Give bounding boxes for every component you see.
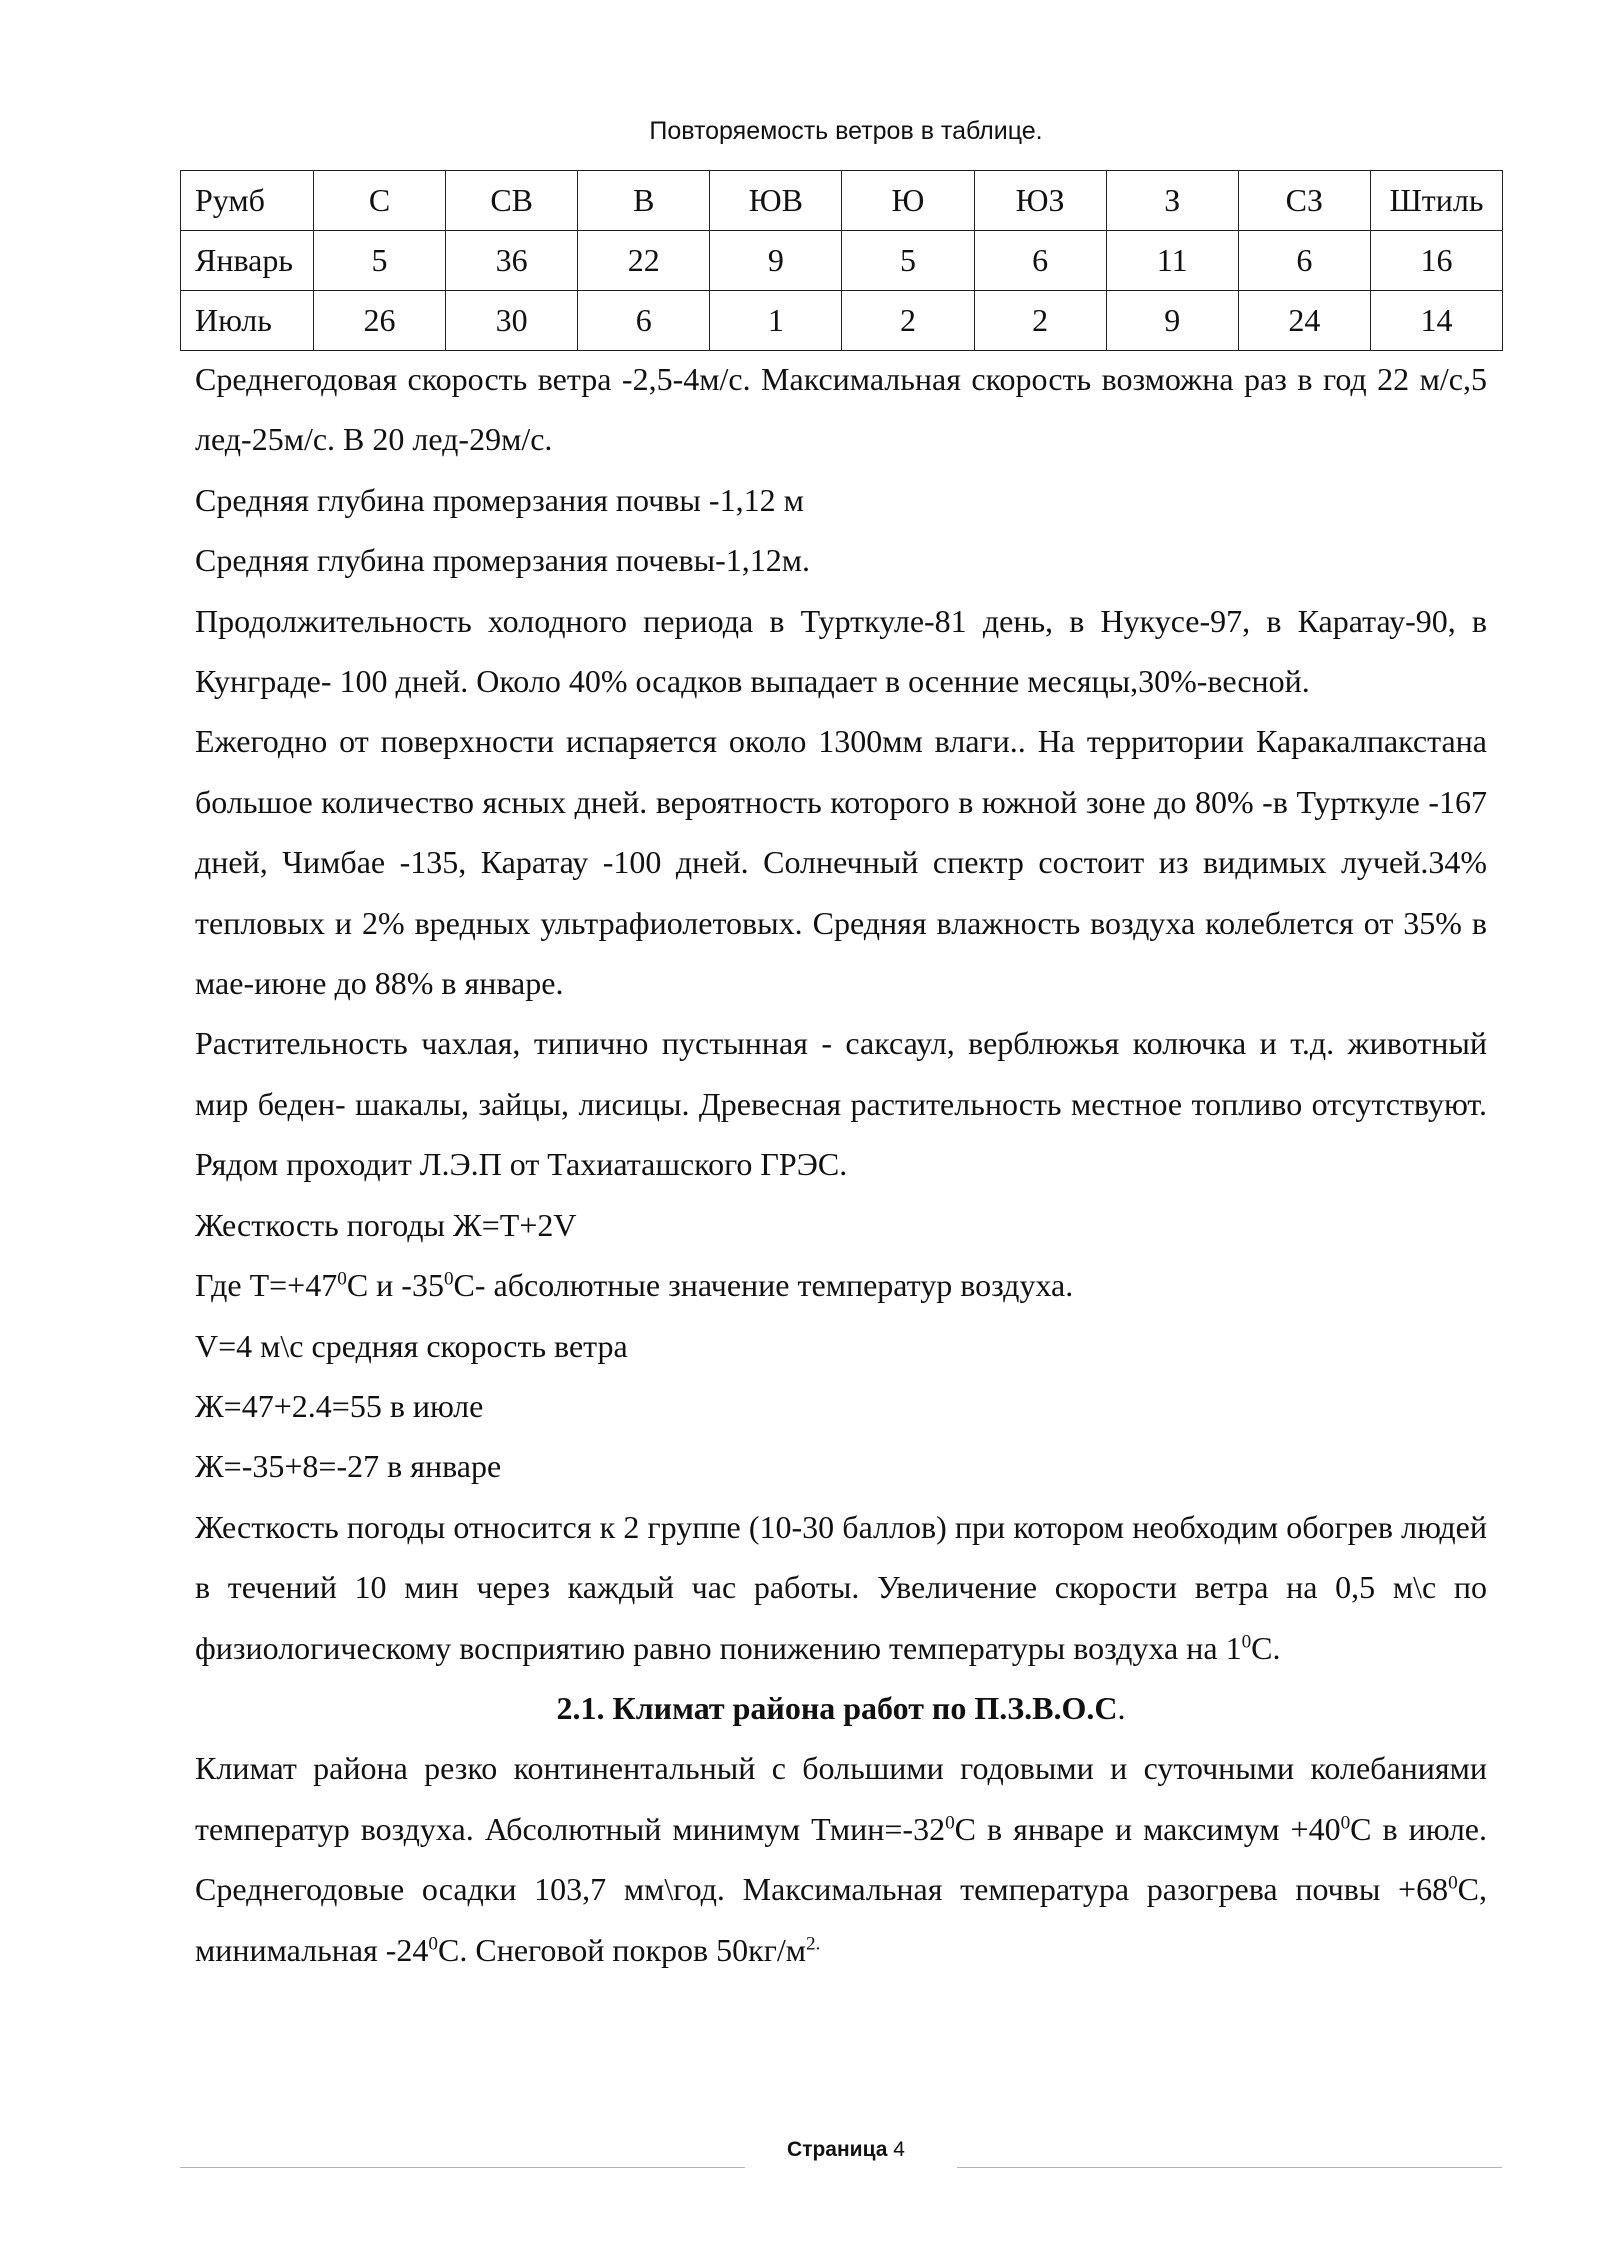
- table-cell: 14: [1370, 291, 1502, 351]
- paragraph-july-calc: Ж=47+2.4=55 в июле: [195, 1387, 484, 1424]
- table-header-cell: С: [314, 171, 446, 231]
- table-cell: 5: [842, 231, 974, 291]
- paragraph-evaporation: Ежегодно от поверхности испаряется около 1300мм влаги.. На территории Каракалпакстана большое количество ясных дней. вероятность которого в южной зоне до 80% -в Турткуле -167 дней, Чимбае -135, Каратау -100 дней. Солнечный спектр состоит из видимых лучей.34% тепловых и 2% вредных ультрафиолетовых. Средняя влажность воздуха колеблется от 35% в мае-июне до 88% в январе.: [195, 723, 1487, 1002]
- table-cell: 30: [446, 291, 578, 351]
- text-run: С.: [1251, 1629, 1281, 1666]
- footer-rule-left: [180, 2167, 745, 2168]
- superscript: 2.: [805, 1932, 821, 1954]
- table-cell: 2: [842, 291, 974, 351]
- paragraph-severity-group: [195, 1497, 1487, 1678]
- body-text: [195, 349, 1487, 1980]
- paragraph-vegetation: Растительность чахлая, типично пустынная - саксаул, верблюжья колючка и т.д. животный мир беден- шакалы, зайцы, лисицы. Древесная растительность местное топливо отсутствуют. Рядом проходит Л.Э.П от Тахиаташского ГРЭС.: [195, 1025, 1487, 1183]
- paragraph-frost-depth-repeat: Средняя глубина промерзания почевы-1,12м.: [195, 542, 811, 579]
- table-cell: 6: [1238, 231, 1370, 291]
- table-header-cell: З: [1106, 171, 1238, 231]
- table-row: [181, 291, 1503, 351]
- page-label: Страница: [787, 2138, 888, 2161]
- table-cell: 22: [578, 231, 710, 291]
- page-number: [0, 2138, 1600, 2162]
- superscript: 0: [337, 1268, 347, 1290]
- heading-text: 2.1. Климат района работ по П.З.В.О.С: [556, 1689, 1118, 1726]
- text-run: С- абсолютные значение температур воздуха.: [453, 1267, 1074, 1304]
- table-header-cell: В: [578, 171, 710, 231]
- table-row: [181, 231, 1503, 291]
- table-header-cell: СЗ: [1238, 171, 1370, 231]
- heading-period: .: [1117, 1689, 1126, 1726]
- superscript: 0: [1241, 1630, 1252, 1652]
- table-cell: 6: [578, 291, 710, 351]
- table-cell: 24: [1238, 291, 1370, 351]
- page-number-value: 4: [893, 2138, 905, 2161]
- superscript: 0: [1340, 1812, 1351, 1834]
- table-cell: 9: [1106, 291, 1238, 351]
- table-cell: 26: [314, 291, 446, 351]
- table-header-cell: ЮВ: [710, 171, 842, 231]
- paragraph-january-calc: Ж=-35+8=-27 в январе: [195, 1448, 502, 1485]
- table-header-cell: Штиль: [1370, 171, 1502, 231]
- table-caption: Повторяемость ветров в таблице.: [649, 117, 1043, 145]
- table-header-cell: ЮЗ: [974, 171, 1106, 231]
- section-heading: [195, 1678, 1487, 1738]
- wind-frequency-table: [180, 170, 1503, 351]
- table-cell: 9: [710, 231, 842, 291]
- paragraph-wind-velocity: V=4 м\с средняя скорость ветра: [195, 1327, 628, 1364]
- table-cell: Январь: [181, 231, 314, 291]
- table-cell: 2: [974, 291, 1106, 351]
- table-header-cell: Румб: [181, 171, 314, 231]
- table-header-row: [181, 171, 1503, 231]
- paragraph-temperature-definition: [195, 1255, 1487, 1315]
- text-run: С и -35: [346, 1267, 444, 1304]
- text-run: С, минимальная -24: [195, 1871, 1487, 1968]
- table-cell: 1: [710, 291, 842, 351]
- table-cell: 36: [446, 231, 578, 291]
- table-cell: 16: [1370, 231, 1502, 291]
- paragraph-wind-speed: Среднегодовая скорость ветра -2,5-4м/с. Максимальная скорость возможна раз в год 22 м/с,5 лед-25м/с. В 20 лед-29м/с.: [195, 361, 1487, 458]
- text-run: Жесткость погоды относится к 2 группе (10-30 баллов) при котором необходим обогрев людей в течений 10 мин через каждый час работы. Увеличение скорости ветра на 0,5 м\с по физиологическому восприятию равно понижению температуры воздуха на 1: [195, 1508, 1487, 1666]
- paragraph-climate: [195, 1738, 1487, 1980]
- table-cell: 6: [974, 231, 1106, 291]
- superscript: 0: [945, 1812, 955, 1834]
- text-run: Климат района резко континентальный с большими годовыми и суточными колебаниями температур воздуха. Абсолютный минимум Тмин=-32: [195, 1750, 1487, 1847]
- table-header-cell: Ю: [842, 171, 974, 231]
- page-footer: [0, 2138, 1600, 2178]
- table-cell: 5: [314, 231, 446, 291]
- paragraph-frost-depth: Средняя глубина промерзания почвы -1,12 м: [195, 481, 804, 518]
- footer-rule-right: [957, 2167, 1502, 2168]
- superscript: 0: [1448, 1872, 1458, 1894]
- text-run: Где Т=+47: [195, 1267, 338, 1304]
- table-cell: 11: [1106, 231, 1238, 291]
- table-header-cell: СВ: [446, 171, 578, 231]
- superscript: 0: [428, 1932, 438, 1954]
- text-run: С в июле. Среднегодовые осадки 103,7 мм\год. Максимальная температура разогрева почвы +68: [195, 1810, 1488, 1908]
- text-run: С. Снеговой покров 50кг/м: [438, 1931, 806, 1968]
- table-cell: Июль: [181, 291, 314, 351]
- paragraph-cold-period: Продолжительность холодного периода в Турткуле-81 день, в Нукусе-97, в Каратау-90, в Кунграде- 100 дней. Около 40% осадков выпадает в осенние месяцы,30%-весной.: [195, 602, 1487, 700]
- superscript: 0: [443, 1268, 454, 1290]
- text-run: С в январе и максимум +40: [954, 1810, 1341, 1847]
- paragraph-weather-severity-formula: Жесткость погоды Ж=Т+2V: [195, 1206, 577, 1243]
